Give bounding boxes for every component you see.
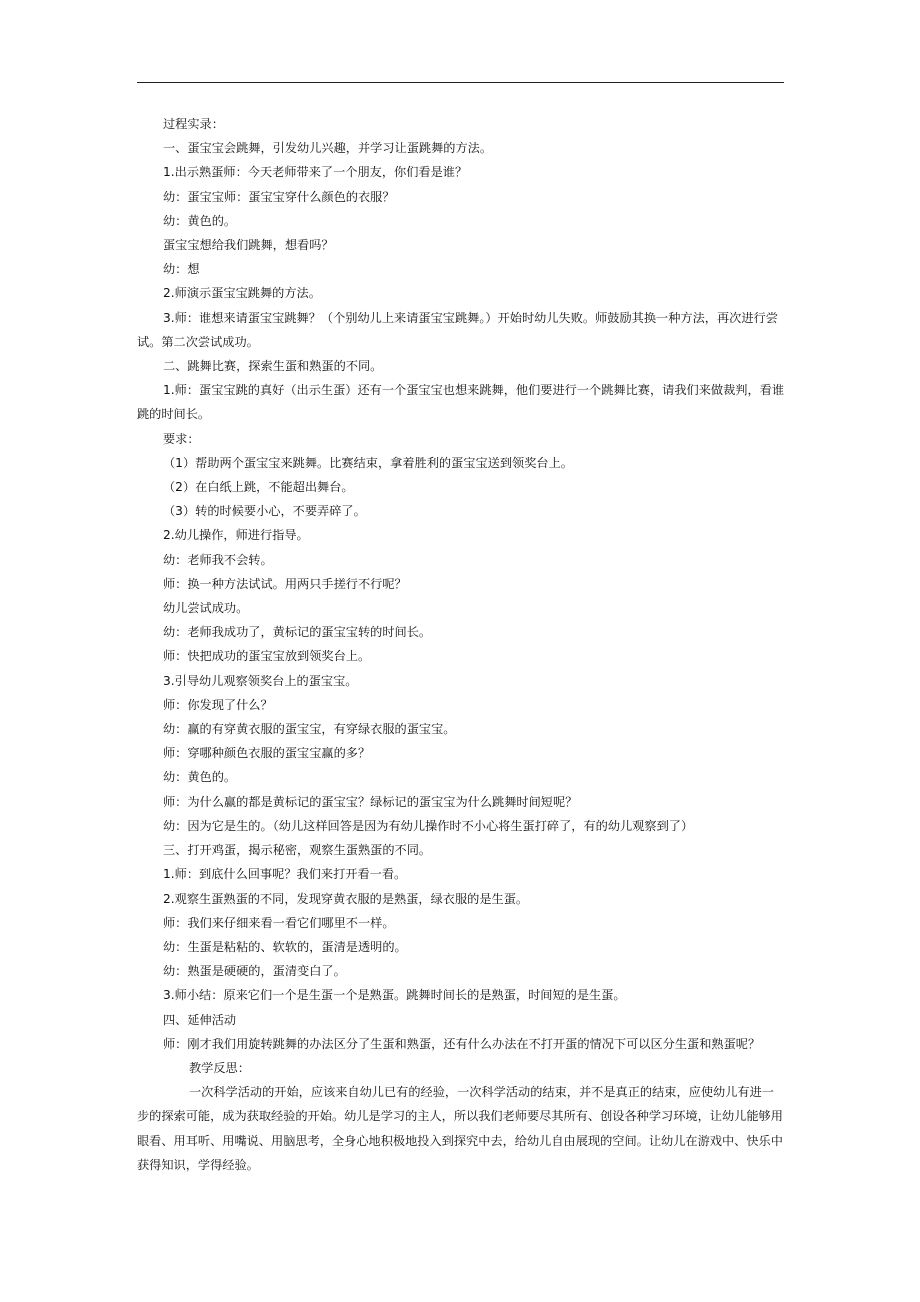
text-line: 师：刚才我们用旋转跳舞的办法区分了生蛋和熟蛋，还有什么办法在不打开蛋的情况下可以区分生蛋和熟蛋呢？ [163,1036,761,1051]
text-line: 3.师小结：原来它们一个是生蛋一个是熟蛋。跳舞时间长的是熟蛋，时间短的是生蛋。 [163,988,626,1003]
section-heading: 二、跳舞比赛，探索生蛋和熟蛋的不同。 [163,359,383,374]
text-line: 1.师：到底什么回事呢？我们来打开看一看。 [163,867,407,882]
text-line: 幼：黄色的。 [163,770,237,785]
text-line: 师：穿哪种颜色衣服的蛋宝宝赢的多？ [163,746,371,761]
document-body [137,112,784,1177]
text-line: 幼儿尝试成功。 [163,601,249,616]
text-line: 2.师演示蛋宝宝跳舞的方法。 [163,286,321,301]
text-line: 幼：熟蛋是硬硬的，蛋清变白了。 [163,964,346,979]
text-line: 师：我们来仔细来看一看它们哪里不一样。 [163,915,395,930]
text-paragraph: 1.师：蛋宝宝跳的真好（出示生蛋）还有一个蛋宝宝也想来跳舞，他们要进行一个跳舞比赛，请我们来做裁判，看谁跳的时间长。 [137,383,785,422]
text-line: 师：快把成功的蛋宝宝放到领奖台上。 [163,649,371,664]
text-line: 3.引导幼儿观察领奖台上的蛋宝宝。 [163,673,358,688]
section-heading: 三、打开鸡蛋，揭示秘密，观察生蛋熟蛋的不同。 [163,843,432,858]
text-line: 蛋宝宝想给我们跳舞，想看吗？ [163,238,334,253]
text-line: 幼：蛋宝宝师：蛋宝宝穿什么颜色的衣服？ [163,189,395,204]
requirement-item: （3）转的时候要小心，不要弄碎了。 [163,504,366,519]
text-line: 师：为什么赢的都是黄标记的蛋宝宝？绿标记的蛋宝宝为什么跳舞时间短呢？ [163,794,578,809]
text-line: 幼：黄色的。 [163,213,237,228]
text-line: 幼：老师我不会转。 [163,552,273,567]
section-heading: 四、延伸活动 [163,1012,237,1027]
reflection-heading: 教学反思： [189,1060,250,1075]
text-line: 幼：老师我成功了，黄标记的蛋宝宝转的时间长。 [163,625,432,640]
reflection-paragraph: 一次科学活动的开始，应该来自幼儿已有的经验，一次科学活动的结束，并不是真正的结束，应使幼儿有进一步的探索可能，成为获取经验的开始。幼儿是学习的主人，所以我们老师要尽其所有、创设各种学习环境，让幼儿能够用眼看、用耳听、用嘴说、用脑思考，全身心地积极地投入到探究中去，给幼儿自由展现的空间。让幼儿在游戏中、快乐中获得知识，学得经验。 [137,1085,783,1172]
text-line: 幼：想 [163,262,200,277]
text-line: 幼：因为它是生的。（幼儿这样回答是因为有幼儿操作时不小心将生蛋打碎了，有的幼儿观察到了） [163,818,694,833]
text-line: 幼：生蛋是粘粘的、软软的，蛋清是透明的。 [163,939,407,954]
text-line: 要求： [163,431,200,446]
section-heading: 一、蛋宝宝会跳舞，引发幼儿兴趣，并学习让蛋跳舞的方法。 [163,141,493,156]
text-line: 过程实录： [163,117,224,131]
text-line: 2.观察生蛋熟蛋的不同，发现穿黄衣服的是熟蛋，绿衣服的是生蛋。 [163,891,529,906]
header-rule [137,82,784,83]
text-line: 师：你发现了什么？ [163,697,273,712]
text-line: 幼：赢的有穿黄衣服的蛋宝宝，有穿绿衣服的蛋宝宝。 [163,722,456,737]
text-line: 1.出示熟蛋师：今天老师带来了一个朋友，你们看是谁？ [163,165,468,180]
requirement-item: （2）在白纸上跳，不能超出舞台。 [163,480,354,495]
text-line: 2.幼儿操作，师进行指导。 [163,528,309,543]
text-paragraph: 3.师：谁想来请蛋宝宝跳舞？（个别幼儿上来请蛋宝宝跳舞。）开始时幼儿失败。师鼓励其换一种方法，再次进行尝试。第二次尝试成功。 [137,310,778,349]
requirement-item: （1）帮助两个蛋宝宝来跳舞。比赛结束，拿着胜利的蛋宝宝送到领奖台上。 [163,455,573,470]
text-line: 师：换一种方法试试。用两只手搓行不行呢？ [163,576,407,591]
